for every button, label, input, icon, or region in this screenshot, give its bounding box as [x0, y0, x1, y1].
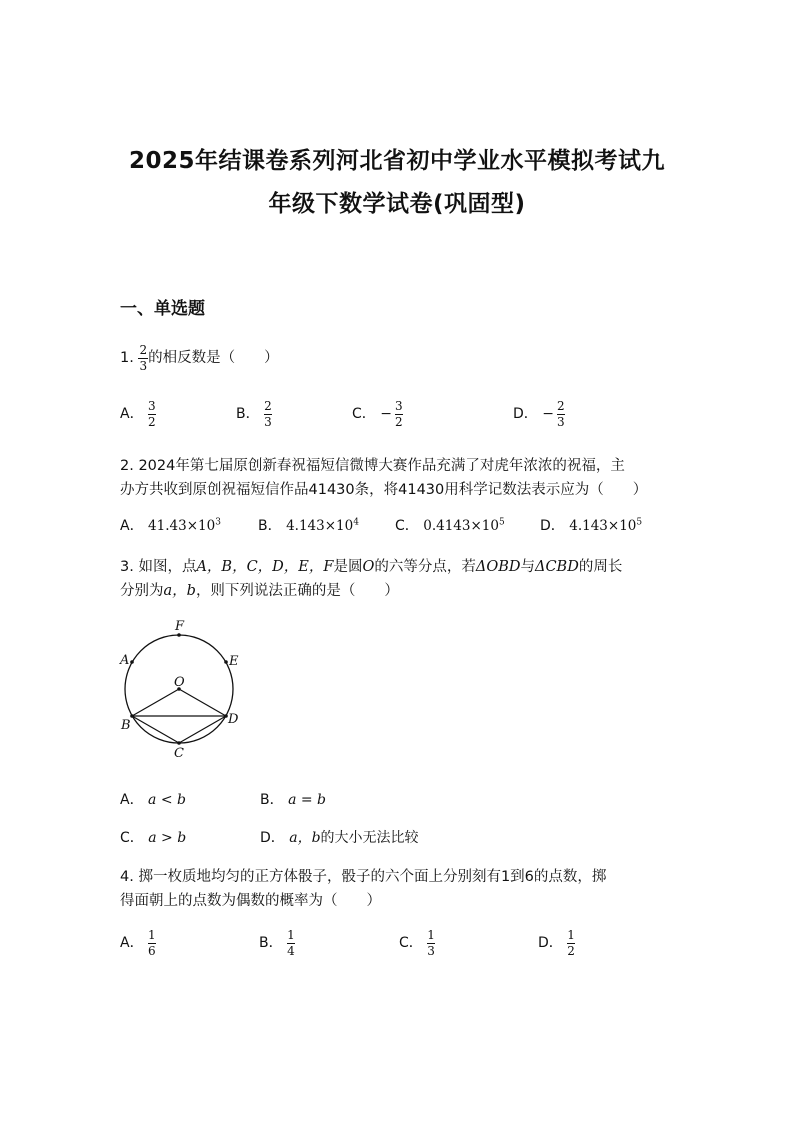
q3-option-d[interactable] — [260, 827, 419, 847]
option-label: D． — [513, 406, 538, 423]
option-label: D． — [538, 935, 563, 952]
q4-option-d[interactable] — [538, 929, 575, 957]
text-segment: 的周长 — [578, 559, 623, 575]
mantissa: 41.43 — [148, 518, 187, 534]
fraction — [264, 400, 272, 428]
label-a: A — [120, 653, 130, 668]
fraction — [557, 400, 565, 428]
minus-sign: − — [542, 406, 554, 423]
option-label: B． — [259, 935, 283, 952]
variables: a，b — [163, 583, 196, 599]
text-segment: 的六等分点，若 — [374, 559, 476, 575]
fraction-denominator: 6 — [148, 943, 156, 958]
option-label: C． — [395, 518, 419, 534]
option-label: B． — [236, 406, 260, 423]
times-ten: ×10 — [607, 518, 637, 534]
q4-option-c[interactable] — [399, 929, 435, 957]
option-label: D． — [540, 518, 565, 534]
fraction — [138, 344, 148, 372]
question-4-line-2: 得面朝上的点数为偶数的概率为（ ） — [120, 893, 381, 909]
triangle-cbd: ΔCBD — [534, 559, 579, 575]
option-label: B． — [260, 792, 284, 808]
text-segment: 3. 如图，点 — [120, 559, 197, 575]
segment-cd — [179, 716, 226, 743]
fraction-numerator: 2 — [264, 399, 272, 413]
text-segment: 分别为 — [120, 583, 164, 599]
fraction — [395, 400, 403, 428]
scientific-notation — [423, 518, 504, 534]
circle-hexagon-diagram — [112, 614, 252, 764]
q2-option-b[interactable] — [258, 515, 359, 535]
mantissa: 4.143 — [286, 518, 325, 534]
fraction — [427, 929, 435, 957]
label-b: B — [121, 718, 131, 733]
text-segment: 与 — [520, 559, 535, 575]
times-ten: ×10 — [324, 518, 354, 534]
fraction-numerator: 1 — [287, 928, 295, 942]
label-e: E — [229, 654, 239, 669]
option-label: B． — [258, 518, 282, 534]
question-text: 的相反数是（ ） — [148, 350, 279, 367]
fraction-numerator: 1 — [427, 928, 435, 942]
exam-title-line-1: 2025年结课卷系列河北省初中学业水平模拟考试九 — [128, 148, 665, 174]
fraction-denominator: 4 — [287, 943, 295, 958]
fraction-numerator: 2 — [139, 343, 148, 357]
mantissa: 0.4143 — [423, 518, 471, 534]
segment-od — [179, 689, 226, 716]
scientific-notation — [286, 518, 359, 534]
q1-option-c[interactable] — [352, 400, 403, 428]
option-expression: a > b — [148, 830, 187, 846]
q3-option-c[interactable] — [120, 827, 186, 847]
scientific-notation — [569, 518, 642, 534]
exponent: 3 — [215, 517, 221, 528]
times-ten: ×10 — [470, 518, 499, 534]
fraction — [148, 929, 156, 957]
point-list: A，B，C，D，E，F — [196, 559, 334, 575]
q3-option-a[interactable] — [120, 789, 186, 809]
fraction-numerator: 2 — [556, 399, 565, 413]
option-expression: a < b — [148, 792, 186, 808]
q2-option-a[interactable] — [120, 515, 221, 535]
question-3-line-2 — [120, 579, 399, 600]
option-label: C． — [352, 406, 376, 423]
label-d: D — [228, 712, 239, 727]
exam-title-line-2: 年级下数学试卷(巩固型) — [268, 191, 526, 217]
fraction-denominator: 2 — [567, 943, 575, 958]
fraction — [287, 929, 295, 957]
question-2-line-1: 2. 2024年第七届原创新春祝福短信微博大赛作品充满了对虎年浓浓的祝福，主 — [120, 458, 625, 474]
fraction-numerator: 1 — [567, 928, 575, 942]
option-suffix: 的大小无法比较 — [320, 830, 419, 846]
q4-option-b[interactable] — [259, 929, 295, 957]
text-segment: 是圆 — [333, 559, 363, 575]
label-c: C — [174, 746, 184, 761]
times-ten: ×10 — [186, 518, 216, 534]
text-segment: ，则下列说法正确的是（ ） — [195, 583, 399, 599]
question-2-line-2: 办方共收到原创祝福短信作品41430条，将41430用科学记数法表示应为（ ） — [120, 482, 648, 498]
option-expression: a = b — [288, 792, 327, 808]
label-f: F — [175, 619, 185, 634]
mantissa: 4.143 — [569, 518, 608, 534]
exponent: 4 — [353, 517, 359, 528]
point-b — [130, 714, 134, 718]
option-label: C． — [120, 830, 144, 846]
option-label: D． — [260, 830, 285, 846]
exponent: 5 — [498, 517, 505, 528]
question-1 — [120, 344, 279, 372]
option-label: A． — [120, 935, 144, 952]
point-e — [224, 660, 228, 664]
fraction — [148, 400, 156, 428]
fraction-numerator: 1 — [148, 928, 156, 942]
segment-ob — [132, 689, 179, 716]
point-c — [177, 741, 181, 745]
q2-option-c[interactable] — [395, 515, 505, 535]
scientific-notation — [148, 518, 221, 534]
q2-option-d[interactable] — [540, 515, 642, 535]
question-number: 1. — [120, 350, 134, 367]
q3-option-b[interactable] — [260, 789, 326, 809]
fraction-denominator: 2 — [148, 414, 156, 429]
option-label: A． — [120, 792, 144, 808]
option-label: A． — [120, 518, 144, 534]
fraction-denominator: 3 — [556, 414, 565, 429]
option-expression: a，b — [289, 830, 321, 846]
fraction-denominator: 3 — [139, 358, 148, 373]
question-3-line-1 — [120, 555, 622, 576]
fraction-denominator: 3 — [264, 414, 272, 429]
option-label: C． — [399, 935, 423, 952]
triangle-obd: ΔOBD — [475, 559, 521, 575]
fraction-denominator: 2 — [394, 414, 403, 429]
q1-option-b[interactable] — [236, 400, 272, 428]
fraction-denominator: 3 — [427, 943, 435, 958]
point-a — [130, 660, 134, 664]
question-4-line-1: 4. 掷一枚质地均匀的正方体骰子，骰子的六个面上分别刻有1到6的点数，掷 — [120, 869, 607, 885]
section-heading: 一、单选题 — [120, 299, 205, 319]
q1-option-d[interactable] — [513, 400, 565, 428]
label-o: O — [174, 675, 185, 690]
minus-sign: − — [380, 406, 392, 423]
segment-bc — [132, 716, 179, 743]
exponent: 5 — [636, 517, 643, 528]
circle-name: O — [362, 559, 375, 575]
q1-option-a[interactable] — [120, 400, 156, 428]
fraction-numerator: 3 — [394, 399, 403, 413]
q4-option-a[interactable] — [120, 929, 156, 957]
option-label: A． — [120, 406, 144, 423]
fraction — [567, 929, 575, 957]
fraction-numerator: 3 — [148, 399, 156, 413]
